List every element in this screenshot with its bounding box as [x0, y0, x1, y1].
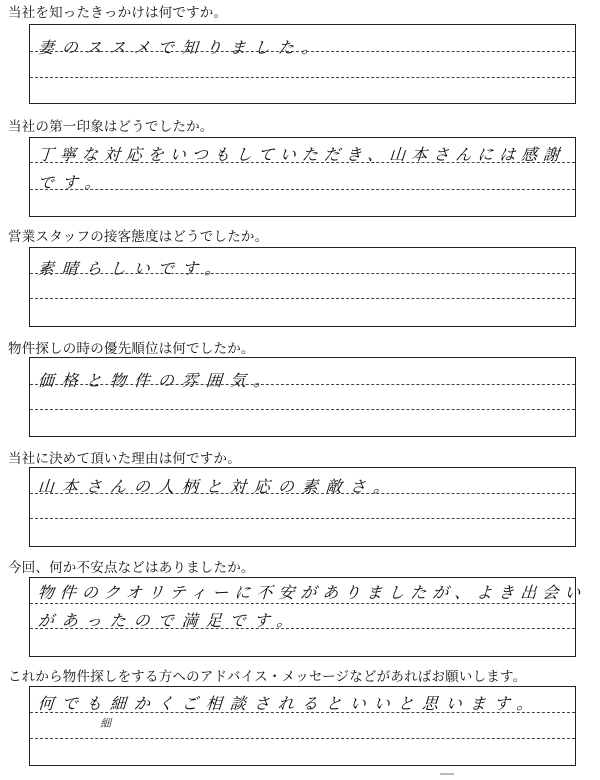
answer-6-rule-2 [30, 628, 575, 629]
answer-4-rule-2 [30, 409, 575, 410]
answer-2-rule-2 [30, 189, 575, 190]
answer-3-rule-1 [30, 273, 575, 274]
answer-box-6 [29, 577, 588, 657]
answer-7-insertion-note: 細 [100, 717, 111, 730]
answer-2-line-2: です。 [37, 173, 110, 192]
answer-6-line-2: があったので満足です。 [37, 611, 302, 630]
answer-2-line-1: 丁寧な対応をいつもしていただき、山本さんには感謝 [37, 145, 566, 164]
answer-1-rule-2 [30, 77, 575, 78]
question-7: これから物件探しをする方へのアドバイス・メッセージなどがあればお願いします。 [8, 669, 527, 685]
answer-5-rule-2 [30, 518, 575, 519]
answer-box-1 [29, 24, 576, 104]
question-5: 当社に決めて頂いた理由は何ですか。 [8, 451, 241, 467]
answer-box-3 [29, 247, 576, 327]
answer-box-4 [29, 357, 576, 437]
answer-5-line-1: 山本さんの人柄と対応の素敵さ。 [37, 477, 398, 496]
answer-box-5 [29, 467, 576, 547]
answer-5-rule-1 [30, 493, 575, 494]
question-6: 今回、何か不安点などはありましたか。 [8, 560, 255, 576]
answer-6-line-1: 物件のクオリティーに不安がありましたが、よき出会い [37, 583, 588, 602]
question-3: 営業スタッフの接客態度はどうでしたか。 [8, 229, 269, 245]
answer-4-line-1: 価格と物件の雰囲気。 [37, 371, 279, 390]
question-2: 当社の第一印象はどうでしたか。 [8, 119, 214, 135]
answer-2-rule-1 [30, 162, 575, 163]
answer-6-rule-1 [30, 603, 575, 604]
answer-1-line-1: 妻のススメで知りました。 [37, 38, 327, 57]
answer-7-rule-2 [30, 738, 575, 739]
scan-mark [440, 773, 454, 775]
answer-3-line-1: 素晴らしいです。 [37, 259, 230, 278]
answer-7-line-1: 何でも細かくご相談されるといいと思います。 [37, 694, 542, 713]
question-1: 当社を知ったきっかけは何ですか。 [8, 5, 228, 21]
answer-box-2 [29, 137, 576, 217]
answer-7-rule-1 [30, 712, 575, 713]
answer-1-rule-1 [30, 51, 575, 52]
answer-4-rule-1 [30, 384, 575, 385]
answer-box-7 [29, 686, 576, 766]
question-4: 物件探しの時の優先順位は何でしたか。 [8, 341, 255, 357]
answer-3-rule-2 [30, 298, 575, 299]
